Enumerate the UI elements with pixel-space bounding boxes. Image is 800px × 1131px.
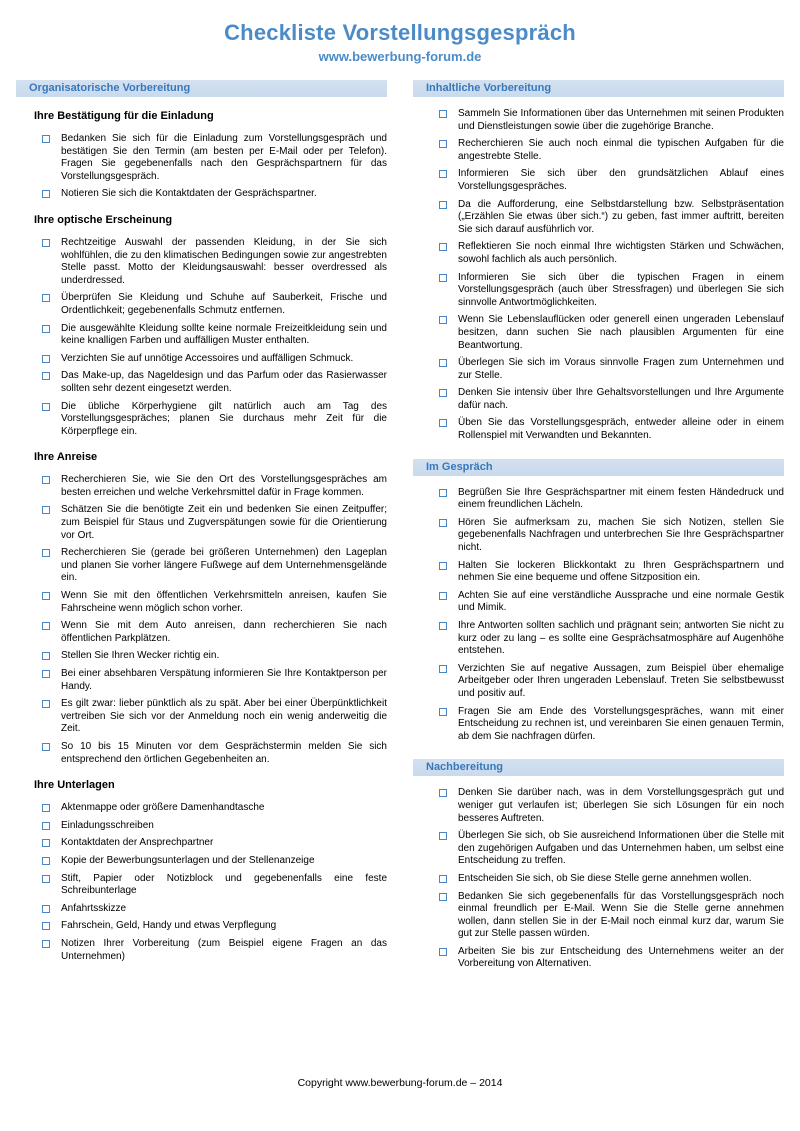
checkbox-icon[interactable] (439, 875, 447, 883)
checkbox-icon[interactable] (42, 743, 50, 751)
checkbox-icon[interactable] (439, 562, 447, 570)
checklist-item (413, 891, 784, 941)
checklist-item-text: Überlegen Sie sich im Voraus sinnvolle Fragen zum Unternehmen und zur Stelle. (458, 357, 784, 381)
checkbox-icon[interactable] (439, 170, 447, 178)
checklist-item (413, 199, 784, 237)
checklist-item-text: Kontaktdaten der Ansprechpartner (61, 837, 214, 849)
checklist-item-text: So 10 bis 15 Minuten vor dem Gesprächstermin melden Sie sich entsprechend den örtlichen Gegebenheiten an. (61, 740, 387, 765)
checklist-item-text: Aktenmappe oder größere Damenhandtasche (61, 802, 265, 814)
checkbox-icon[interactable] (439, 419, 447, 427)
checklist-item (413, 663, 784, 701)
checklist-item (413, 590, 784, 615)
checklist-item-text: Notieren Sie sich die Kontaktdaten der Gesprächspartner. (61, 188, 317, 200)
checklist-item (413, 620, 784, 658)
checklist-group (16, 237, 387, 438)
checklist-item-text: Fahrschein, Geld, Handy und etwas Verpflegung (61, 920, 277, 932)
checkbox-icon[interactable] (42, 549, 50, 557)
checklist-item (16, 504, 387, 542)
checklist-item (16, 873, 387, 898)
checklist-item-text: Sammeln Sie Informationen über das Unternehmen mit seinen Produkten und Dienstleistungen sowie über die zugehörige Branche. (458, 108, 784, 132)
checkbox-icon[interactable] (42, 804, 50, 812)
checklist-item (16, 903, 387, 916)
checkbox-icon[interactable] (439, 489, 447, 497)
checkbox-icon[interactable] (439, 389, 447, 397)
checklist-item-text: Die ausgewählte Kleidung sollte keine normale Freizeitkleidung sein und keine knalligen Farben und auffälligen Muster enthalten. (61, 322, 387, 347)
checkbox-icon[interactable] (439, 948, 447, 956)
checklist-item (413, 272, 784, 310)
site-url: www.bewerbung-forum.de (318, 49, 482, 64)
checkbox-icon[interactable] (42, 476, 50, 484)
checklist-item (16, 401, 387, 439)
checkbox-icon[interactable] (42, 875, 50, 883)
checklist-item-text: Informieren Sie sich über die typischen Fragen in einem Vorstellungsgespräch (auch über Stressfragen) und überlegen Sie sich sinnvolle Antwortmöglichkeiten. (458, 271, 784, 308)
checklist-item (413, 830, 784, 868)
checklist-item (16, 133, 387, 183)
checkbox-icon[interactable] (439, 893, 447, 901)
column-right (413, 80, 784, 976)
checklist-item-text: Bedanken Sie sich gegebenenfalls für das Vorstellungsgespräch noch einmal freundlich per E-Mail. Wenn Sie die Stelle gerne annehmen wollen, dann stellen Sie in der E-Mail noch einmal kurz dar, warum Sie gut zur Stelle passen würden. (458, 890, 784, 940)
checklist-item-text: Wenn Sie Lebenslauflücken oder generell einen ungeraden Lebenslauf besitzen, dann suchen Sie nach plausiblen Argumenten für eine Beantwortung. (458, 314, 784, 351)
column-left (16, 80, 387, 968)
checklist-item (413, 314, 784, 352)
checkbox-icon[interactable] (42, 190, 50, 198)
checklist-item (16, 370, 387, 395)
checkbox-icon[interactable] (42, 325, 50, 333)
checklist-item-text: Da die Aufforderung, eine Selbstdarstellung bzw. Selbstpräsentation („Erzählen Sie etwas über sich.“) zu geben, fast immer auftritt, bereiten Sie sich darauf ausführlich vor. (458, 198, 784, 235)
checklist-item (413, 706, 784, 744)
checklist-item-text: Es gilt zwar: lieber pünktlich als zu spät. Aber bei einer Überpünktlichkeit vertreiben Sie sich vor der Anmeldung noch ein wenig anderweitig die Zeit. (61, 698, 387, 735)
checklist-item-text: Überprüfen Sie Kleidung und Schuhe auf Sauberkeit, Frische und Ordentlichkeit; gegebenenfalls Schmutz entfernen. (61, 292, 387, 316)
section-header: Inhaltliche Vorbereitung (413, 80, 784, 97)
checklist-item (16, 938, 387, 963)
checkbox-icon[interactable] (42, 622, 50, 630)
checklist-item (413, 787, 784, 825)
checklist-group (16, 474, 387, 766)
checkbox-icon[interactable] (439, 592, 447, 600)
checklist-item (413, 873, 784, 886)
checklist-item (413, 138, 784, 163)
checkbox-icon[interactable] (42, 592, 50, 600)
checkbox-icon[interactable] (42, 135, 50, 143)
checklist-item (16, 698, 387, 736)
checklist-item-text: Achten Sie auf eine verständliche Aussprache und eine normale Gestik und Mimik. (458, 589, 784, 614)
checklist-item-text: Einladungsschreiben (61, 819, 154, 831)
checklist-item (16, 920, 387, 933)
checkbox-icon[interactable] (439, 316, 447, 324)
checklist-item (16, 620, 387, 645)
checklist-item (16, 188, 387, 201)
subsection-heading: Ihre optische Erscheinung (34, 213, 173, 226)
checkbox-icon[interactable] (439, 274, 447, 282)
checklist-item (413, 387, 784, 412)
checkbox-icon[interactable] (42, 922, 50, 930)
checklist-item (16, 668, 387, 693)
checkbox-icon[interactable] (42, 239, 50, 247)
checklist-item (413, 241, 784, 266)
checkbox-icon[interactable] (42, 905, 50, 913)
checklist-item-text: Denken Sie darüber nach, was in dem Vorstellungsgespräch gut und weniger gut verlaufen ist; überlegen Sie sich Lösungen für ein noch besseres Auftreten. (458, 787, 784, 824)
checkbox-icon[interactable] (439, 359, 447, 367)
checklist-item (413, 517, 784, 555)
checkbox-icon[interactable] (439, 622, 447, 630)
checklist-item (413, 108, 784, 133)
checklist-item-text: Hören Sie aufmerksam zu, machen Sie sich Notizen, stellen Sie gegebenenfalls Nachfragen und unterbrechen Sie Ihre Gesprächspartner nicht. (458, 516, 784, 554)
checklist-item-text: Rechtzeitige Auswahl der passenden Kleidung, in der Sie sich wohlfühlen, die zu den klimatischen Bedingungen sowie zur angestrebten Stelle passt. Motto der Kleidungsauswahl: besser overdressed als underdressed. (61, 236, 387, 286)
section-header: Organisatorische Vorbereitung (16, 80, 387, 97)
checklist-item-text: Begrüßen Sie Ihre Gesprächspartner mit einem festen Händedruck und einem freundlichen Lächeln. (458, 486, 784, 511)
checklist-item-text: Kopie der Bewerbungsunterlagen und der Stellenanzeige (61, 854, 315, 866)
checkbox-icon[interactable] (439, 243, 447, 251)
checklist-group (413, 787, 784, 971)
checklist-item-text: Schätzen Sie die benötigte Zeit ein und bedenken Sie einen Zeitpuffer; zum Beispiel für Staus und Zugverspätungen sowie für die Orientierung vor Ort. (61, 504, 387, 541)
checklist-item-text: Bedanken Sie sich für die Einladung zum Vorstellungsgespräch und bestätigen Sie den Termin (am besten per E-Mail oder per Telefon). Fragen Sie gegebenenfalls nach den Gesprächspartnern für das Vorstellungsgespräch. (61, 133, 387, 182)
checkbox-icon[interactable] (439, 201, 447, 209)
checkbox-icon[interactable] (439, 789, 447, 797)
checklist-item (16, 237, 387, 287)
footer-copyright: Copyright www.bewerbung-forum.de – 2014 (297, 1077, 503, 1089)
checklist-item (16, 590, 387, 615)
checkbox-icon[interactable] (42, 294, 50, 302)
checkbox-icon[interactable] (42, 403, 50, 411)
checkbox-icon[interactable] (42, 940, 50, 948)
checklist-item-text: Ihre Antworten sollten sachlich und prägnant sein; antworten Sie nicht zu kurz oder zu lang – es sollte eine Gesprächsatmosphäre auf Augenhöhe entstehen. (458, 620, 784, 657)
checklist-item-text: Reflektieren Sie noch einmal Ihre wichtigsten Stärken und Schwächen, sowohl fachlich als auch persönlich. (458, 241, 784, 265)
checkbox-icon[interactable] (439, 832, 447, 840)
checkbox-icon[interactable] (439, 708, 447, 716)
checklist-item (16, 353, 387, 366)
checklist-item-text: Stellen Sie Ihren Wecker richtig ein. (61, 650, 220, 662)
section-header: Nachbereitung (413, 759, 784, 776)
page-title: Checkliste Vorstellungsgespräch (224, 20, 576, 45)
checklist-item-text: Anfahrtsskizze (61, 902, 127, 914)
section-header: Im Gespräch (413, 459, 784, 476)
checklist-item-text: Üben Sie das Vorstellungsgespräch, entweder alleine oder in einem Rollenspiel mit Verwandten und Bekannten. (458, 417, 784, 442)
checklist-group (16, 133, 387, 201)
checkbox-icon[interactable] (42, 355, 50, 363)
checklist-item (16, 547, 387, 585)
checklist-item-text: Wenn Sie mit den öffentlichen Verkehrsmitteln anreisen, kaufen Sie Fahrscheine wenn möglich schon vorher. (61, 590, 387, 614)
checklist-item (413, 357, 784, 382)
checklist-item-text: Denken Sie intensiv über Ihre Gehaltsvorstellungen und Ihre Argumente dafür nach. (458, 387, 784, 411)
checklist-group (413, 487, 784, 744)
checklist-item-text: Recherchieren Sie auch noch einmal die typischen Aufgaben für die angestrebte Stelle. (458, 138, 784, 162)
subsection-heading: Ihre Bestätigung für die Einladung (34, 110, 214, 122)
checklist-item (16, 323, 387, 348)
checklist-item-text: Die übliche Körperhygiene gilt natürlich auch am Tag des Vorstellungsgespräches; planen Sie durchaus mehr Zeit für die Körperpflege ein. (61, 400, 387, 437)
subsection-heading: Ihre Anreise (34, 451, 98, 464)
checklist-item-text: Wenn Sie mit dem Auto anreisen, dann recherchieren Sie nach öffentlichen Parkplätzen. (61, 620, 387, 644)
checkbox-icon[interactable] (439, 665, 447, 673)
checkbox-icon[interactable] (42, 372, 50, 380)
checklist-group (16, 802, 387, 963)
subsection-heading: Ihre Unterlagen (34, 779, 115, 792)
checklist-item-text: Recherchieren Sie (gerade bei größeren Unternehmen) den Lageplan und planen Sie vorher längere Fußwege auf dem Unternehmensgelände ein. (61, 547, 387, 584)
checklist-item-text: Verzichten Sie auf unnötige Accessoires und auffälligen Schmuck. (61, 352, 354, 364)
checklist-columns (16, 80, 784, 976)
checklist-item (16, 855, 387, 868)
checklist-item (413, 946, 784, 971)
checkbox-icon[interactable] (42, 670, 50, 678)
checklist-item-text: Notizen Ihrer Vorbereitung (zum Beispiel eigene Fragen an das Unternehmen) (61, 937, 387, 962)
checklist-group (413, 108, 784, 443)
checklist-item-text: Stift, Papier oder Notizblock und gegebenenfalls eine feste Schreibunterlage (61, 872, 387, 897)
checkbox-icon[interactable] (42, 700, 50, 708)
checkbox-icon[interactable] (439, 519, 447, 527)
checklist-item-text: Das Make-up, das Nageldesign und das Parfum oder das Rasierwasser sollten sehr dezent eingesetzt werden. (61, 370, 387, 394)
checklist-item-text: Arbeiten Sie bis zur Entscheidung des Unternehmens weiter an der Vorbereitung von Alternativen. (458, 945, 784, 970)
checkbox-icon[interactable] (42, 506, 50, 514)
checklist-item-text: Überlegen Sie sich, ob Sie ausreichend Informationen über die Stelle mit den zugehörigen Aufgaben und das Unternehmen haben, um selbst eine Entscheidung zu treffen. (458, 830, 784, 867)
checklist-item (16, 802, 387, 815)
checklist-item (16, 741, 387, 766)
checklist-item (413, 168, 784, 193)
checklist-item-text: Recherchieren Sie, wie Sie den Ort des Vorstellungsgespräches am besten erreichen und welche Verkehrsmittel dafür in Frage kommen. (61, 474, 387, 498)
checklist-item-text: Bei einer absehbaren Verspätung informieren Sie Ihre Kontaktperson per Handy. (61, 668, 387, 692)
checklist-item (16, 474, 387, 499)
checklist-item (16, 292, 387, 317)
checkbox-icon[interactable] (42, 857, 50, 865)
checklist-item-text: Verzichten Sie auf negative Aussagen, zum Beispiel über ehemalige Arbeitgeber oder Ihren ungeraden Lebenslauf. Treten Sie selbstbewusst und positiv auf. (458, 662, 784, 699)
checklist-item-text: Entscheiden Sie sich, ob Sie diese Stelle gerne annehmen wollen. (458, 872, 752, 884)
checkbox-icon[interactable] (42, 822, 50, 830)
checklist-item (413, 487, 784, 512)
checklist-item-text: Fragen Sie am Ende des Vorstellungsgespräches, wann mit einer Entscheidung zu rechnen ist, und vereinbaren Sie einen genauen Termin, ab dem Sie nachfragen dürfen. (458, 705, 784, 742)
checklist-item (16, 837, 387, 850)
checklist-item (16, 650, 387, 663)
checklist-item (16, 820, 387, 833)
checkbox-icon[interactable] (42, 839, 50, 847)
checklist-item-text: Informieren Sie sich über den grundsätzlichen Ablauf eines Vorstellungsgespräches. (458, 168, 784, 192)
checklist-item (413, 417, 784, 442)
checkbox-icon[interactable] (42, 652, 50, 660)
checkbox-icon[interactable] (439, 140, 447, 148)
checkbox-icon[interactable] (439, 110, 447, 118)
checklist-item (413, 560, 784, 585)
checklist-item-text: Halten Sie lockeren Blickkontakt zu Ihren Gesprächspartnern und nehmen Sie eine bequeme und offene Sitzposition ein. (458, 559, 784, 584)
